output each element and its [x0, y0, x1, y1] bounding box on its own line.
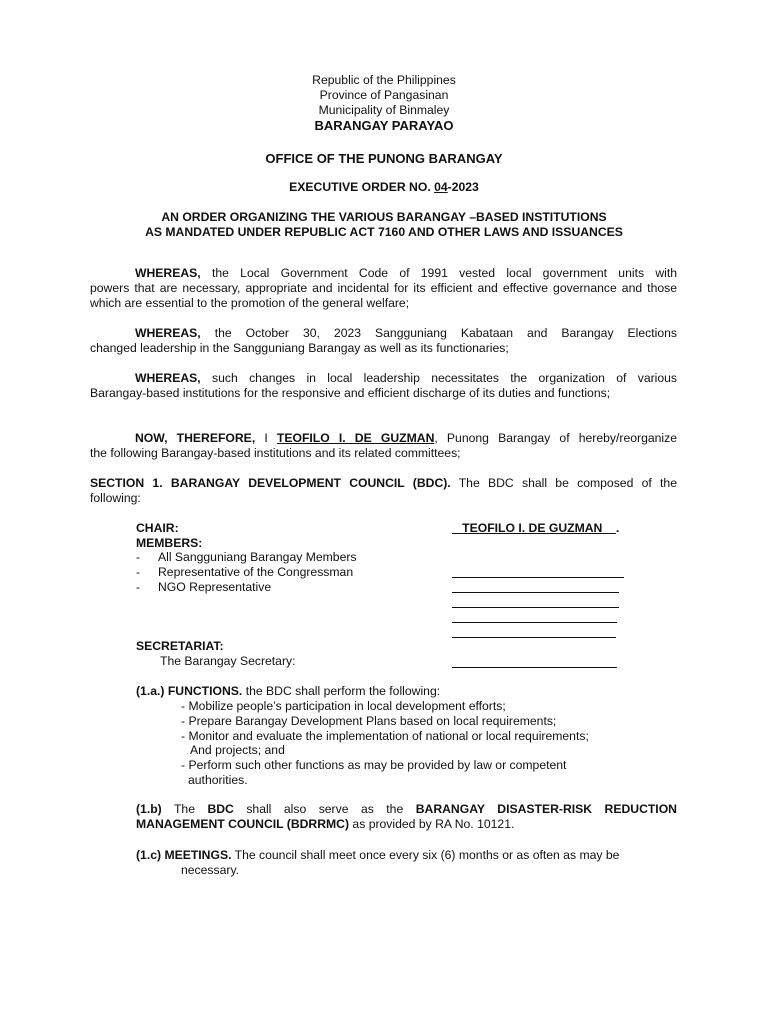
whereas-lead: WHEREAS, [135, 371, 201, 385]
whereas-line1: the October 30, 2023 Sangguniang Kabataan and Barangay Elections [214, 326, 677, 340]
chair-label: CHAIR: [136, 521, 179, 535]
eo-number: 04 [434, 180, 448, 194]
signature-line [452, 592, 619, 593]
eo-prefix: EXECUTIVE ORDER NO. [289, 180, 435, 194]
signature-line [452, 622, 617, 623]
bdrrmc-council-name: BARANGAY DISASTER-RISK REDUCTION [415, 802, 677, 816]
now-therefore-clause [90, 431, 677, 461]
function-item: - Prepare Barangay Development Plans based on local requirements; [181, 714, 557, 728]
section-1 [90, 476, 677, 506]
functions-heading: (1.a.) FUNCTIONS. [136, 684, 243, 698]
signature-line [452, 637, 616, 638]
now-therefore-lead: NOW, THEREFORE, [135, 431, 256, 445]
functions-intro: the BDC shall perform the following: [242, 684, 441, 698]
bdrrmc-lead: (1.b) [136, 802, 162, 816]
meetings-heading: (1.c) MEETINGS. [136, 848, 232, 862]
member-item: - All Sangguniang Barangay Members [136, 550, 357, 564]
municipality-line: Municipality of Binmaley [318, 103, 450, 117]
member-item: - NGO Representative [136, 580, 272, 594]
meetings-clause [136, 848, 619, 863]
chair-name: TEOFILO I. DE GUZMAN [462, 521, 603, 535]
now-therefore-rest: the following Barangay-based institutions and its related committees; [90, 446, 461, 460]
order-title-line2: AS MANDATED UNDER REPUBLIC ACT 7160 AND OTHER LAWS AND ISSUANCES [145, 225, 623, 239]
member-text: NGO Representative [158, 580, 272, 594]
whereas-rest: changed leadership in the Sangguniang Barangay as well as its functionaries; [90, 341, 509, 355]
secretariat-member: The Barangay Secretary: [160, 654, 296, 668]
bdc-acronym: BDC [207, 802, 234, 816]
function-item: - Monitor and evaluate the implementation of national or local requirements; [181, 729, 589, 743]
whereas-clause-2 [90, 326, 677, 356]
section-1-rest: following: [90, 491, 141, 505]
now-therefore-line1: , Punong Barangay of hereby/reorganize [434, 431, 677, 445]
whereas-clause-1 [90, 266, 677, 311]
bdrrmc-text: The [161, 802, 208, 816]
bdrrmc-clause [136, 802, 677, 832]
member-text: Representative of the Congressman [158, 565, 354, 579]
bdrrmc-text: as provided by RA No. 10121. [349, 817, 515, 831]
office-title: OFFICE OF THE PUNONG BARANGAY [265, 151, 503, 166]
function-item-continued: authorities. [188, 773, 248, 787]
function-item: - Mobilize people’s participation in local development efforts; [181, 699, 506, 713]
function-item-continued: And projects; and [190, 743, 285, 757]
section-1-heading: SECTION 1. BARANGAY DEVELOPMENT COUNCIL (BDC). [90, 476, 451, 490]
whereas-clause-3 [90, 371, 677, 401]
whereas-line1: such changes in local leadership necessitates the organization of various [212, 371, 678, 385]
order-title-line1: AN ORDER ORGANIZING THE VARIOUS BARANGAY –BASED INSTITUTIONS [161, 210, 607, 224]
whereas-rest: Barangay-based institutions for the responsive and efficient discharge of its duties and functions; [90, 386, 611, 400]
whereas-lead: WHEREAS, [135, 326, 201, 340]
now-therefore-pronoun: I [255, 431, 277, 445]
signature-line [452, 577, 624, 578]
province-line: Province of Pangasinan [319, 88, 449, 102]
meetings-text: The council shall meet once every six (6) months or as often as may be [231, 848, 620, 862]
functions-heading-line [136, 684, 440, 699]
function-item: - Perform such other functions as may be provided by law or competent [181, 758, 567, 772]
republic-line: Republic of the Philippines [312, 73, 456, 87]
secretariat-label: SECRETARIAT: [136, 639, 224, 653]
eo-suffix: -2023 [447, 180, 479, 194]
whereas-lead: WHEREAS, [135, 266, 201, 280]
punong-barangay-name: TEOFILO I. DE GUZMAN [276, 431, 435, 445]
member-item: - Representative of the Congressman [136, 565, 354, 579]
meetings-text-cont: necessary. [181, 863, 240, 877]
barangay-name: BARANGAY PARAYAO [314, 118, 454, 133]
signature-line [452, 667, 617, 668]
members-label: MEMBERS: [136, 536, 203, 550]
bdrrmc-text: shall also serve as the [233, 802, 416, 816]
bdrrmc-council-name-cont: MANAGEMENT COUNCIL (BDRRMC) [136, 817, 350, 831]
executive-order-number [0, 180, 768, 195]
section-1-line1: The BDC shall be composed of the [450, 476, 677, 490]
whereas-rest: powers that are necessary, appropriate and incidental for its efficient and effective governance and those which are essential to the promotion of the general welfare; [90, 281, 677, 310]
chair-name-field: TEOFILO I. DE GUZMAN . [462, 521, 620, 535]
whereas-line1: the Local Government Code of 1991 vested local government units with [211, 266, 677, 280]
signature-line [452, 607, 619, 608]
member-text: All Sangguniang Barangay Members [158, 550, 357, 564]
